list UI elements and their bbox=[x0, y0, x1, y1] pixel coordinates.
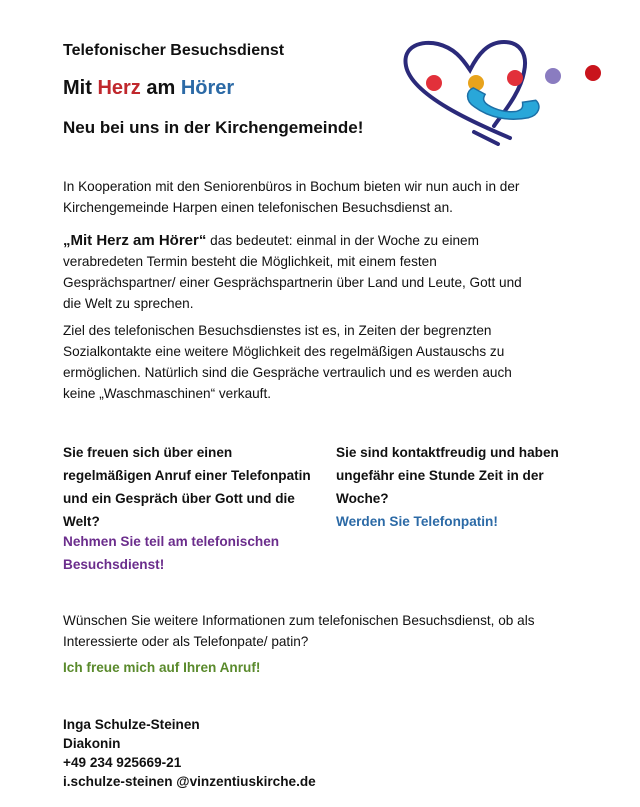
closing-line: Ich freue mich auf Ihren Anruf! bbox=[63, 660, 261, 675]
contact-phone: +49 234 925669-21 bbox=[63, 755, 182, 770]
paragraph-goal: Ziel des telefonischen Besuchsdienstes ist es, in Zeiten der begrenzten Sozialkontakte eine weitere Möglichkeit des regelmäßigen Austauschs zu ermöglichen. Natürlich sind die Gespräche vertraulich und es werden auch keine „Waschmaschinen“ verkauft. bbox=[63, 323, 512, 401]
slogan-part-herz: Herz bbox=[97, 77, 141, 99]
paragraph-meaning bbox=[63, 230, 543, 314]
question-volunteer: Sie sind kontaktfreudig und haben ungefähr eine Stunde Zeit in der Woche? bbox=[336, 445, 559, 506]
paragraph-meaning-text: das bedeutet: einmal in der Woche zu einem verabredeten Termin besteht die Möglichkeit, mit einem festen Gesprächspartner/ einer Gesprächspartnerin über Land und Leute, Gott und die Welt zu sprechen. bbox=[63, 233, 522, 311]
dot-icon bbox=[426, 75, 442, 91]
heart-outline-bottom bbox=[474, 132, 498, 144]
heading-service-name: Telefonischer Besuchsdienst bbox=[63, 42, 285, 59]
contact-name: Inga Schulze-Steinen bbox=[63, 717, 200, 732]
cta-participate: Nehmen Sie teil am telefonischen Besuchsdienst! bbox=[63, 534, 280, 572]
dot-icon bbox=[545, 68, 561, 84]
slogan-part-hoerer: Hörer bbox=[180, 77, 235, 99]
slogan-quote: „Mit Herz am Hörer“ bbox=[63, 232, 207, 249]
heart-outline-icon bbox=[405, 42, 525, 138]
paragraph-cooperation: In Kooperation mit den Seniorenbüros in Bochum bieten wir nun auch in der Kirchengemeinde Harpen einen telefonischen Besuchsdienst an. bbox=[63, 179, 520, 215]
slogan-part-mit: Mit bbox=[63, 77, 98, 99]
contact-role: Diakonin bbox=[63, 736, 121, 751]
contact-block bbox=[63, 715, 316, 791]
telephone-handset-icon bbox=[464, 62, 543, 141]
dot-icon bbox=[507, 70, 523, 86]
paragraph-more-info: Wünschen Sie weitere Informationen zum telefonischen Besuchsdienst, ob als Interessierte oder als Telefonpate/ patin? bbox=[63, 613, 535, 649]
logo bbox=[392, 36, 632, 146]
slogan-part-am: am bbox=[140, 77, 181, 99]
question-participant: Sie freuen sich über einen regelmäßigen Anruf einer Telefonpatin und ein Gespräch über Gott und die Welt? bbox=[63, 445, 311, 529]
contact-email: i.schulze-steinen @vinzentiuskirche.de bbox=[63, 774, 316, 789]
cta-volunteer: Werden Sie Telefonpatin! bbox=[336, 514, 498, 529]
heading-slogan bbox=[63, 77, 234, 100]
dot-icon bbox=[585, 65, 601, 81]
heading-new: Neu bei uns in der Kirchengemeinde! bbox=[63, 118, 364, 137]
